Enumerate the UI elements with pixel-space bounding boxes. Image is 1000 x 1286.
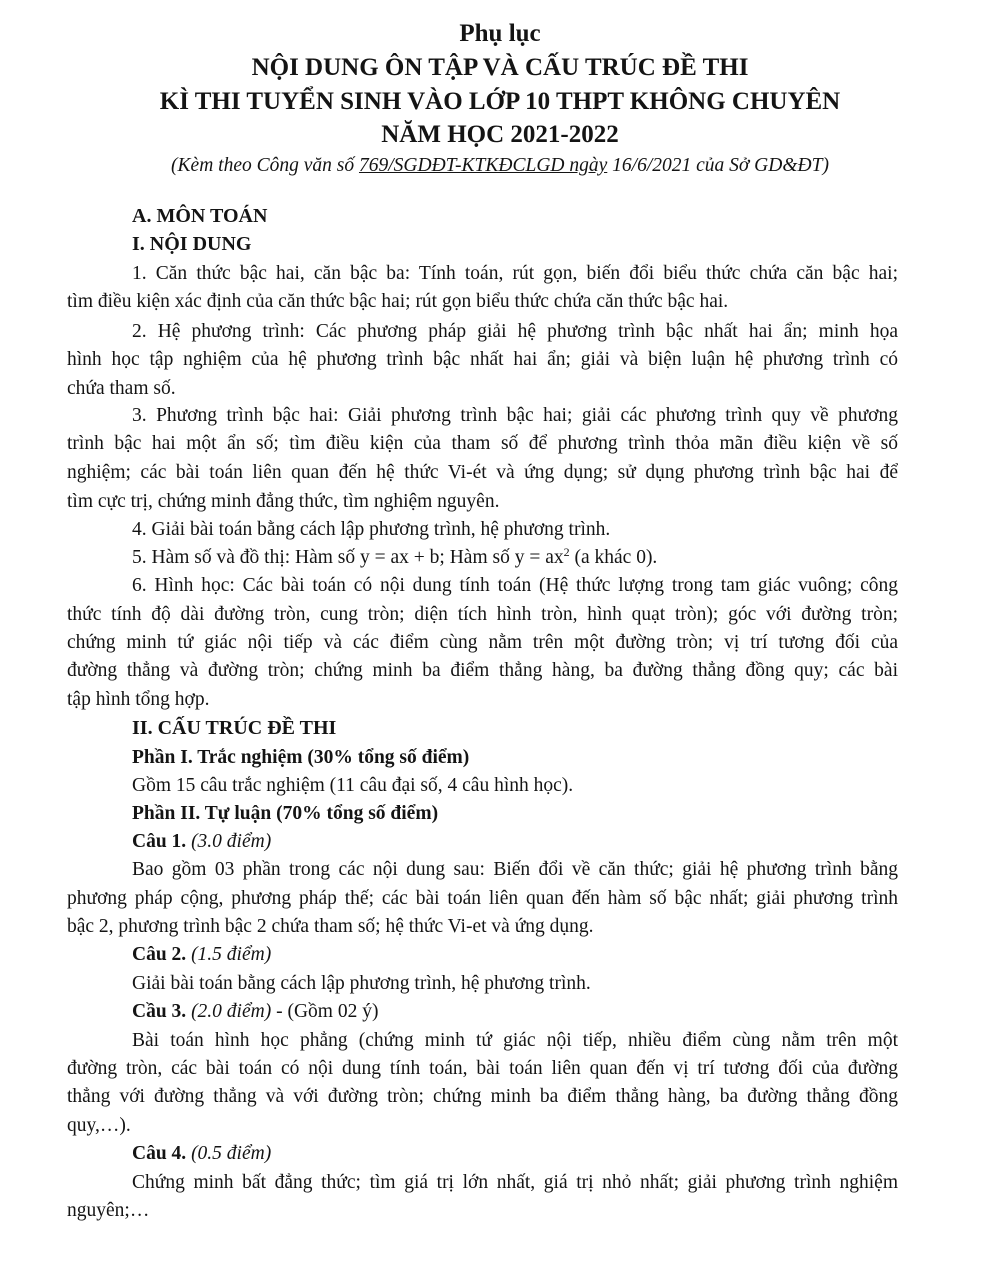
cau-2-score: (1.5 điểm) — [191, 944, 272, 965]
cau-1-score: (3.0 điểm) — [191, 831, 272, 852]
phan-2-heading: Phần II. Tự luận (70% tổng số điểm) — [132, 803, 439, 824]
cau-1-line-1: Bao gồm 03 phần trong các nội dung sau: Biến đổi về căn thức; giải hệ phương trình bằng — [132, 859, 898, 880]
item-5-suffix: (a khác 0). — [569, 547, 658, 568]
cau-4-line-2: nguyên;… — [67, 1200, 150, 1221]
title-line-3: NĂM HỌC 2021-2022 — [381, 121, 619, 148]
cau-3-line-4: quy,…). — [67, 1115, 131, 1136]
item-2-line-2: hình học tập nghiệm của hệ phương trình bậc nhất hai ẩn; giải và biện luận hệ phương trình có — [67, 349, 898, 370]
cau-3-heading — [132, 1000, 378, 1024]
part-1-heading: I. NỘI DUNG — [132, 233, 252, 255]
appendix-label: Phụ lục — [459, 20, 541, 47]
cau-1-label: Câu 1. — [132, 831, 187, 852]
item-6-line-4: đường thẳng và đường tròn; chứng minh ba điểm thẳng hàng, ba đường thẳng đồng quy; các bài — [67, 660, 898, 681]
cau-3-label: Cầu 3. — [132, 1001, 187, 1022]
item-4: 4. Giải bài toán bằng cách lập phương trình, hệ phương trình. — [132, 519, 611, 540]
item-5-text: 5. Hàm số và đồ thị: Hàm số y = ax + b; Hàm số y = ax — [132, 547, 564, 568]
title-line-2: KÌ THI TUYỂN SINH VÀO LỚP 10 THPT KHÔNG CHUYÊN — [159, 88, 841, 115]
item-1-line-1: 1. Căn thức bậc hai, căn bậc ba: Tính toán, rút gọn, biến đổi biểu thức chứa căn bậc hai; — [132, 263, 898, 284]
title-line-1: NỘI DUNG ÔN TẬP VÀ CẤU TRÚC ĐỀ THI — [251, 54, 749, 81]
cau-2-heading — [132, 943, 271, 967]
cau-3-line-1: Bài toán hình học phẳng (chứng minh tứ giác nội tiếp, nhiều điểm cùng nằm trên một — [132, 1030, 898, 1051]
cau-4-label: Câu 4. — [132, 1143, 187, 1164]
phan-1-text: Gồm 15 câu trắc nghiệm (11 câu đại số, 4 câu hình học). — [132, 775, 574, 796]
item-1-line-2: tìm điều kiện xác định của căn thức bậc hai; rút gọn biểu thức chứa căn thức bậc hai. — [67, 291, 729, 312]
item-2-line-3: chứa tham số. — [67, 378, 176, 399]
part-2-heading: II. CẤU TRÚC ĐỀ THI — [132, 717, 337, 739]
cau-3-line-2: đường tròn, các bài toán có nội dung tính toán, bài toán liên quan đến vị trí tương đối của đường — [67, 1058, 898, 1079]
item-2-line-1: 2. Hệ phương trình: Các phương pháp giải hệ phương trình bậc nhất hai ẩn; minh họa — [132, 321, 898, 342]
item-3-line-2: trình bậc hai một ẩn số; tìm điều kiện của tham số để phương trình thỏa mãn điều kiện về số — [67, 433, 898, 454]
note-suffix: 16/6/2021 của Sở GD&ĐT) — [607, 155, 829, 176]
item-3-line-4: tìm cực trị, chứng minh đẳng thức, tìm nghiệm nguyên. — [67, 491, 500, 512]
item-3-line-3: nghiệm; các bài toán liên quan đến hệ thức Vi-ét và ứng dụng; sử dụng phương trình bậc hai để — [67, 462, 898, 483]
cau-4-score: (0.5 điểm) — [191, 1143, 272, 1164]
document-note — [0, 155, 1000, 177]
cau-3-score: (2.0 điểm) — [191, 1001, 272, 1022]
cau-1-line-3: bậc 2, phương trình bậc 2 chứa tham số; hệ thức Vi-et và ứng dụng. — [67, 916, 594, 937]
note-prefix: (Kèm theo Công văn số — [171, 155, 359, 176]
cau-3-line-3: thẳng với đường thẳng và với đường tròn; chứng minh ba điểm thẳng hàng, ba đường thẳng đồng — [67, 1086, 898, 1107]
item-5-exponent: 2 — [563, 545, 570, 559]
cau-4-heading — [132, 1142, 271, 1166]
cau-2-label: Câu 2. — [132, 944, 187, 965]
cau-2-text: Giải bài toán bằng cách lập phương trình, hệ phương trình. — [132, 973, 591, 994]
note-reference: 769/SGDĐT-KTKĐCLGD ngày — [358, 155, 608, 176]
item-6-line-2: thức tính độ dài đường tròn, cung tròn; diện tích hình tròn, hình quạt tròn); góc với đường tròn; — [67, 604, 898, 625]
cau-4-line-1: Chứng minh bất đẳng thức; tìm giá trị lớn nhất, giá trị nhỏ nhất; giải phương trình nghiệm — [132, 1172, 898, 1193]
cau-3-extra: - (Gồm 02 ý) — [271, 1001, 379, 1022]
item-6-line-1: 6. Hình học: Các bài toán có nội dung tính toán (Hệ thức lượng trong tam giác vuông; công — [132, 575, 898, 596]
item-6-line-3: chứng minh tứ giác nội tiếp và các điểm cùng nằm trên một đường tròn; vị trí tương đối của — [67, 632, 898, 653]
item-6-line-5: tập hình tổng hợp. — [67, 689, 210, 710]
section-a-heading: A. MÔN TOÁN — [132, 205, 268, 227]
cau-1-line-2: phương pháp cộng, phương pháp thế; các bài toán liên quan đến hàm số bậc nhất; giải phương trình — [67, 888, 898, 909]
item-3-line-1: 3. Phương trình bậc hai: Giải phương trình bậc hai; giải các phương trình quy về phương — [132, 405, 898, 426]
item-5 — [132, 546, 657, 570]
cau-1-heading — [132, 830, 271, 854]
phan-1-heading: Phần I. Trắc nghiệm (30% tổng số điểm) — [132, 747, 470, 768]
